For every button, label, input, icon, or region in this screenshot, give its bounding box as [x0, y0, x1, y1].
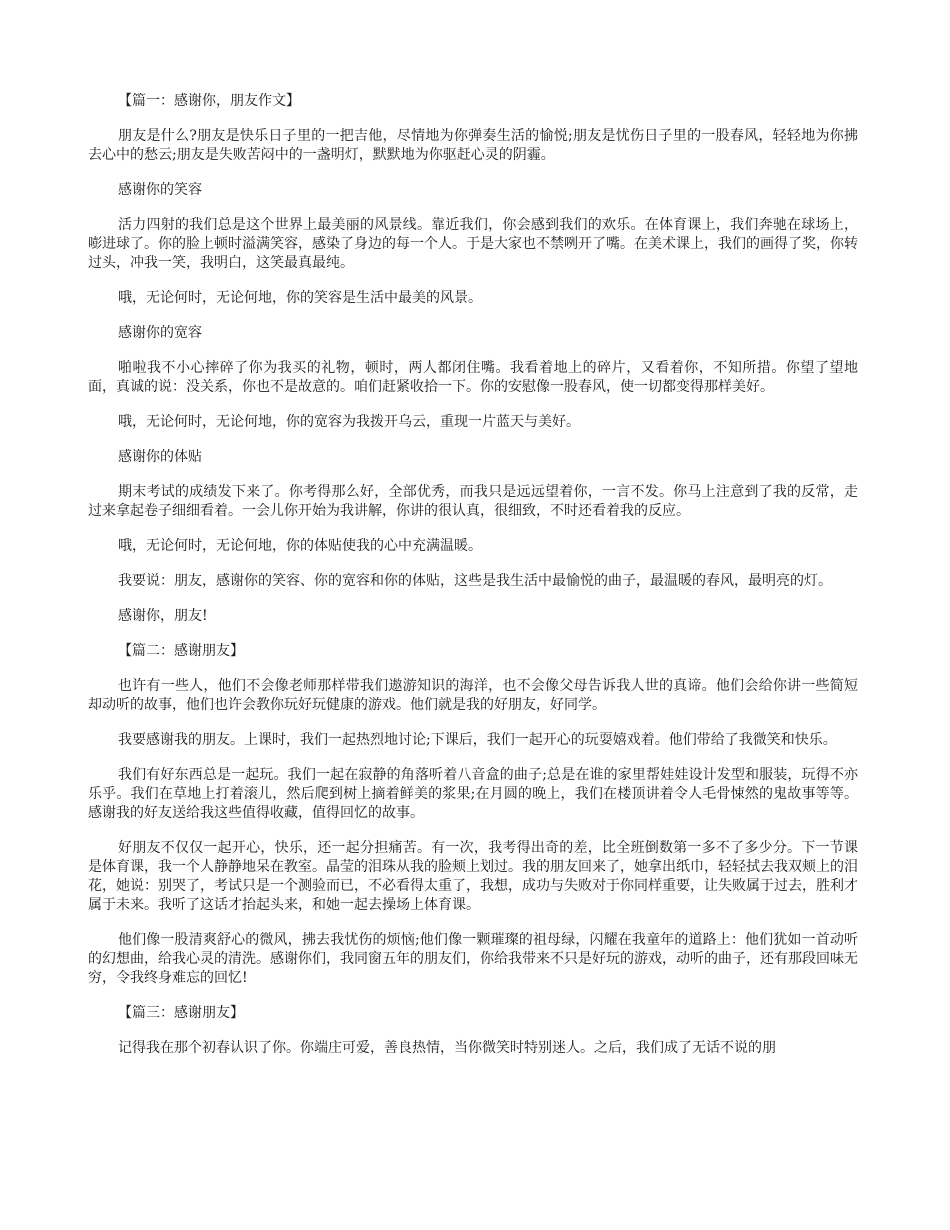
paragraph: 哦，无论何时，无论何地，你的笑容是生活中最美的风景。 [118, 290, 482, 306]
paragraph: 活力四射的我们总是这个世界上最美丽的风景线。靠近我们，你会感到我们的欢乐。在体育课上，我们奔驰在球场上，嘭进球了。你的脸上顿时溢满笑容，感染了身边的每一个人。于是大家也不禁咧开了嘴。在美术课上，我们的画得了奖，你转过头，冲我一笑，我明白，这笑最真最纯。 [88, 217, 858, 271]
section-title: 【篇二：感谢朋友】 [118, 643, 244, 659]
subheading: 感谢你的体贴 [118, 449, 202, 465]
paragraph: 期末考试的成绩发下来了。你考得那么好，全部优秀，而我只是远远望着你，一言不发。你马上注意到了我的反常，走过来拿起卷子细细看着。一会儿你开始为我讲解，你讲的很认真，很细致，不时还看着我的反应。 [88, 484, 858, 519]
paragraph: 我要感谢我的朋友。上课时，我们一起热烈地讨论;下课后，我们一起开心的玩耍嬉戏着。他们带给了我微笑和快乐。 [118, 732, 837, 748]
paragraph: 哦，无论何时，无论何地，你的宽容为我拨开乌云，重现一片蓝天与美好。 [118, 414, 580, 430]
paragraph: 好朋友不仅仅一起开心，快乐，还一起分担痛苦。有一次，我考得出奇的差，比全班倒数第一多不了多少分。下一节课是体育课，我一个人静静地呆在教室。晶莹的泪珠从我的脸颊上划过。我的朋友回来了，她拿出纸巾，轻轻拭去我双颊上的泪花，她说：别哭了，考试只是一个测验而已，不必看得太重了，我想，成功与失败对于你同样重要，让失败属于过去，胜利才属于未来。我听了这话才抬起头来，和她一起去操场上体育课。 [88, 840, 858, 913]
paragraph: 他们像一股清爽舒心的微风，拂去我忧伤的烦恼;他们像一颗璀璨的祖母绿，闪耀在我童年的道路上：他们犹如一首动听的幻想曲，给我心灵的清洗。感谢你们，我同窗五年的朋友们，你给我带来不只是好玩的游戏，动听的曲子，还有那段回味无穷，令我终身难忘的回忆! [88, 932, 858, 986]
paragraph: 感谢你，朋友! [118, 608, 208, 624]
subheading: 感谢你的宽容 [118, 325, 202, 341]
paragraph: 记得我在那个初春认识了你。你端庄可爱，善良热情，当你微笑时特别迷人。之后，我们成了无话不说的朋 [118, 1040, 776, 1056]
section-title: 【篇一：感谢你，朋友作文】 [118, 93, 300, 109]
subheading: 感谢你的笑容 [118, 182, 202, 198]
paragraph: 朋友是什么?朋友是快乐日子里的一把吉他，尽情地为你弹奏生活的愉悦;朋友是忧伤日子里的一股春风，轻轻地为你拂去心中的愁云;朋友是失败苦闷中的一盏明灯，默默地为你驱赶心灵的阴霾。 [88, 128, 858, 163]
paragraph: 哦，无论何时，无论何地，你的体贴使我的心中充满温暖。 [118, 538, 482, 554]
section-title: 【篇三：感谢朋友】 [118, 1005, 244, 1021]
paragraph: 也许有一些人，他们不会像老师那样带我们遨游知识的海洋，也不会像父母告诉我人世的真谛。他们会给你讲一些简短却动听的故事，他们也许会教你玩好玩健康的游戏。他们就是我的好朋友，好同学。 [88, 678, 858, 713]
paragraph: 啪啦我不小心摔碎了你为我买的礼物，顿时，两人都闭住嘴。我看着地上的碎片，又看着你，不知所措。你望了望地面，真诚的说：没关系，你也不是故意的。咱们赶紧收拾一下。你的安慰像一股春风，使一切都变得那样美好。 [88, 360, 858, 395]
document-page [88, 92, 858, 1074]
paragraph: 我们有好东西总是一起玩。我们一起在寂静的角落听着八音盒的曲子;总是在谁的家里帮娃娃设计发型和服装，玩得不亦乐乎。我们在草地上打着滚儿，然后爬到树上摘着鲜美的浆果;在月圆的晚上，我们在楼顶讲着令人毛骨悚然的鬼故事等等。感谢我的好友送给我这些值得收藏，值得回忆的故事。 [88, 767, 858, 821]
paragraph: 我要说：朋友，感谢你的笑容、你的宽容和你的体贴，这些是我生活中最愉悦的曲子，最温暖的春风，最明亮的灯。 [118, 573, 832, 589]
